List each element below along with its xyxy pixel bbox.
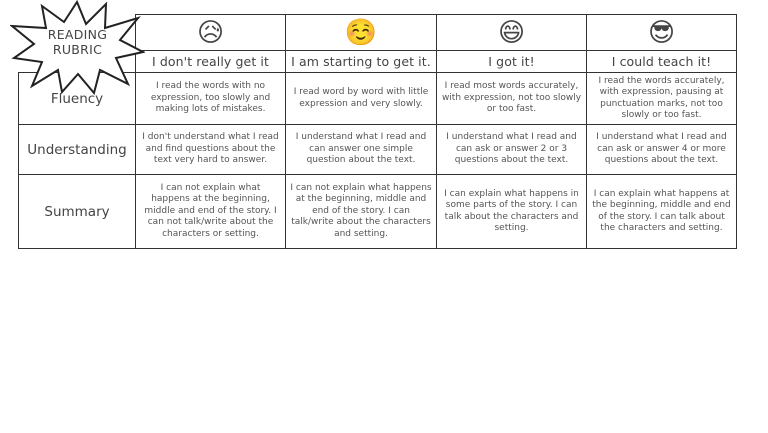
summary-level-3: I can explain what happens in some parts of the story. I can talk about the characters and setting. — [437, 175, 587, 249]
fluency-level-3: I read most words accurately, with expression, not too slowly or too fast. — [437, 73, 587, 125]
understanding-level-2: I understand what I read and can answer one simple question about the text. — [286, 125, 437, 175]
level-4-label: I could teach it! — [587, 51, 737, 73]
level-2-label: I am starting to get it. — [286, 51, 437, 73]
smiling-blush-face-icon: ☺️ — [344, 17, 378, 48]
summary-level-2: I can not explain what happens at the beginning, middle and end of the story. I can talk/write about the characters and setting. — [286, 175, 437, 249]
summary-level-4: I can explain what happens at the beginning, middle and end of the story. I can talk about the characters and setting. — [587, 175, 737, 249]
summary-level-1: I can not explain what happens at the beginning, middle and end of the story. I can not talk/write about the characters or setting. — [136, 175, 286, 249]
understanding-level-1: I don't understand what I read and find questions about the text very hard to answer. — [136, 125, 286, 175]
grinning-face-icon: 😄 — [497, 17, 526, 48]
level-3-label: I got it! — [437, 51, 587, 73]
level-1-emoji-cell — [136, 15, 286, 51]
badge-line-1: READING — [47, 27, 108, 42]
sunglasses-face-icon: 😎 — [647, 17, 676, 48]
badge-title — [10, 27, 145, 57]
criterion-summary: Summary — [19, 175, 136, 249]
understanding-level-3: I understand what I read and can ask or answer 2 or 3 questions about the text. — [437, 125, 587, 175]
level-3-emoji-cell — [437, 15, 587, 51]
understanding-level-4: I understand what I read and can ask or answer 4 or more questions about the text. — [587, 125, 737, 175]
table-row — [19, 175, 737, 249]
sad-tear-face-icon: 😥 — [196, 17, 225, 48]
level-2-emoji-cell — [286, 15, 437, 51]
fluency-level-4: I read the words accurately, with expression, pausing at punctuation marks, not too slowly or too fast. — [587, 73, 737, 125]
fluency-level-1: I read the words with no expression, too slowly and making lots of mistakes. — [136, 73, 286, 125]
reading-rubric-badge — [10, 0, 145, 95]
table-row — [19, 125, 737, 175]
criterion-understanding: Understanding — [19, 125, 136, 175]
level-4-emoji-cell — [587, 15, 737, 51]
level-1-label: I don't really get it — [136, 51, 286, 73]
criterion-fluency: Fluency — [19, 73, 136, 125]
fluency-level-2: I read word by word with little expression and very slowly. — [286, 73, 437, 125]
badge-line-2: RUBRIC — [52, 42, 103, 57]
